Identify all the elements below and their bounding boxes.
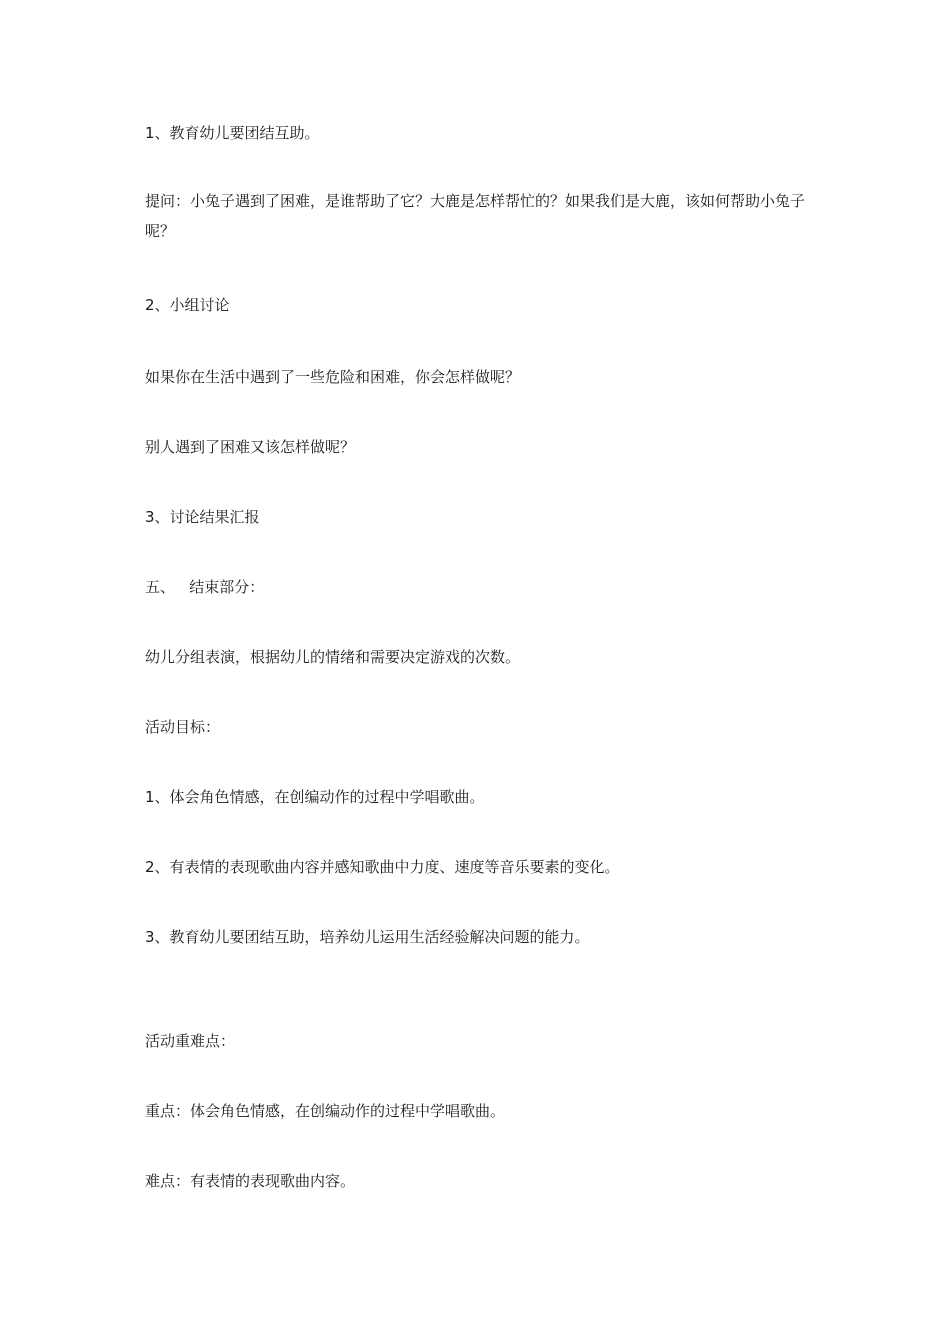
section-heading-objectives: 活动目标：	[145, 718, 221, 736]
objective-item-1: 1、体会角色情感，在创编动作的过程中学唱歌曲。	[145, 788, 485, 806]
section-heading-ending: 五、 结束部分：	[145, 578, 265, 596]
paragraph-danger-question: 如果你在生活中遇到了一些危险和困难，你会怎样做呢？	[145, 368, 521, 386]
paragraph-goal-unity: 1、教育幼儿要团结互助。	[145, 124, 320, 142]
objective-item-2: 2、有表情的表现歌曲内容并感知歌曲中力度、速度等音乐要素的变化。	[145, 858, 620, 876]
paragraph-others-question: 别人遇到了困难又该怎样做呢？	[145, 438, 356, 456]
paragraph-question: 提问：小兔子遇到了困难，是谁帮助了它？大鹿是怎样帮忙的？如果我们是大鹿，该如何帮助小兔子呢？	[145, 192, 806, 240]
key-point-difficulty: 难点：有表情的表现歌曲内容。	[145, 1172, 356, 1190]
objective-item-3: 3、教育幼儿要团结互助，培养幼儿运用生活经验解决问题的能力。	[145, 928, 590, 946]
section-heading-key-points: 活动重难点：	[145, 1032, 236, 1050]
paragraph-discussion-report: 3、讨论结果汇报	[145, 508, 260, 526]
key-point-focus: 重点：体会角色情感，在创编动作的过程中学唱歌曲。	[145, 1102, 506, 1120]
paragraph-group-discussion: 2、小组讨论	[145, 296, 230, 314]
paragraph-group-performance: 幼儿分组表演，根据幼儿的情绪和需要决定游戏的次数。	[145, 648, 521, 666]
